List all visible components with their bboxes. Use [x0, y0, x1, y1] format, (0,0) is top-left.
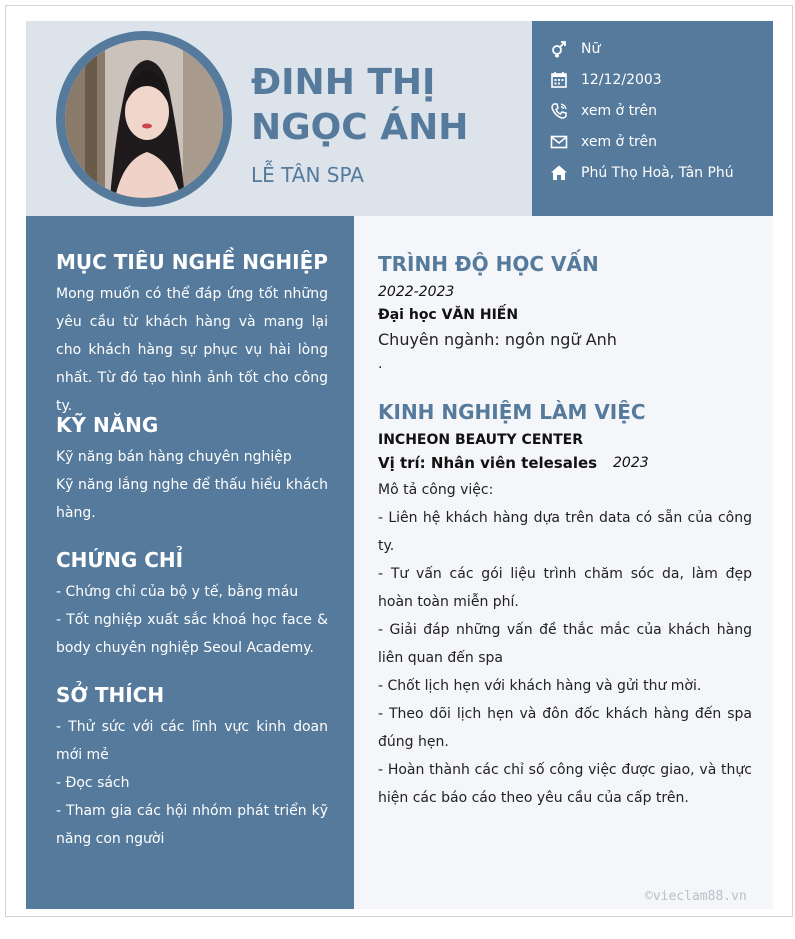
duty-item: - Giải đáp những vấn đề thắc mắc của khách hàng liên quan đến spa: [378, 622, 752, 666]
job-position: LỄ TÂN SPA: [251, 163, 364, 187]
education-period: 2022-2023: [378, 284, 455, 300]
experience-company: INCHEON BEAUTY CENTER: [378, 432, 583, 448]
phone-icon: [550, 102, 568, 120]
envelope-icon: [550, 133, 568, 151]
education-title: TRÌNH ĐỘ HỌC VẤN: [378, 252, 599, 276]
education-major: Chuyên ngành: ngôn ngữ Anh: [378, 330, 617, 349]
contact-gender: [550, 37, 600, 61]
email-value: xem ở trên: [581, 134, 657, 150]
home-icon: [550, 164, 568, 182]
certificate-item: - Chứng chỉ của bộ y tế, bằng máu: [56, 584, 299, 600]
skill-item: Kỹ năng bán hàng chuyên nghiệp: [56, 449, 292, 465]
experience-title: KINH NGHIỆM LÀM VIỆC: [378, 400, 646, 424]
hobby-item: - Đọc sách: [56, 775, 130, 791]
objective-text: Mong muốn có thể đáp ứng tốt những yêu cầu từ khách hàng và mang lại cho khách hàng sự phục vụ hài lòng nhất. Từ đó tạo hình ảnh tốt cho công ty.: [56, 286, 328, 414]
gender-icon: [550, 40, 568, 58]
phone-value: xem ở trên: [581, 103, 657, 119]
experience-role: Vị trí: Nhân viên telesales: [378, 454, 598, 472]
candidate-name: [251, 60, 521, 150]
skills-list: [56, 443, 328, 527]
duty-item: - Liên hệ khách hàng dựa trên data có sẵn của công ty.: [378, 510, 752, 554]
contact-phone: [550, 99, 657, 123]
name-line-1: ĐINH THỊ: [251, 62, 436, 103]
hobby-item: - Tham gia các hội nhóm phát triển kỹ năng con người: [56, 803, 328, 847]
hobbies-title: SỞ THÍCH: [56, 683, 165, 707]
name-line-2: NGỌC ÁNH: [251, 107, 469, 148]
gender-value: Nữ: [581, 41, 601, 57]
avatar: [56, 31, 232, 207]
calendar-icon: [550, 71, 568, 89]
experience-description: [378, 476, 752, 812]
objective-title: MỤC TIÊU NGHỀ NGHIỆP: [56, 250, 328, 274]
contact-email: [550, 130, 657, 154]
watermark: ©vieclam88.vn: [645, 889, 747, 904]
address-value: Phú Thọ Hoà, Tân Phú: [581, 165, 734, 181]
education-school: Đại học VĂN HIẾN: [378, 307, 519, 323]
avatar-photo: [65, 40, 223, 198]
skills-title: KỸ NĂNG: [56, 413, 159, 437]
contact-birthday: [550, 68, 662, 92]
hobby-item: - Thử sức với các lĩnh vực kinh doan mới mẻ: [56, 719, 328, 763]
duty-item: - Tư vấn các gói liệu trình chăm sóc da, làm đẹp hoàn toàn miễn phí.: [378, 566, 752, 610]
experience-year: 2023: [613, 455, 649, 471]
skill-item: Kỹ năng lắng nghe để thấu hiểu khách hàng.: [56, 477, 328, 521]
duty-item: - Hoàn thành các chỉ số công việc được giao, và thực hiện các báo cáo theo yêu cầu của cấp trên.: [378, 762, 752, 806]
description-label: Mô tả công việc:: [378, 482, 494, 498]
certificates-list: [56, 578, 328, 662]
birthday-value: 12/12/2003: [581, 72, 662, 88]
duty-item: - Theo dõi lịch hẹn và đôn đốc khách hàng đến spa đúng hẹn.: [378, 706, 752, 750]
education-note: .: [378, 356, 383, 372]
contact-address: [550, 161, 734, 185]
hobbies-list: [56, 713, 328, 853]
certificates-title: CHỨNG CHỈ: [56, 548, 184, 572]
duty-item: - Chốt lịch hẹn với khách hàng và gửi thư mời.: [378, 678, 702, 694]
certificate-item: - Tốt nghiệp xuất sắc khoá học face & body chuyên nghiệp Seoul Academy.: [56, 612, 328, 656]
